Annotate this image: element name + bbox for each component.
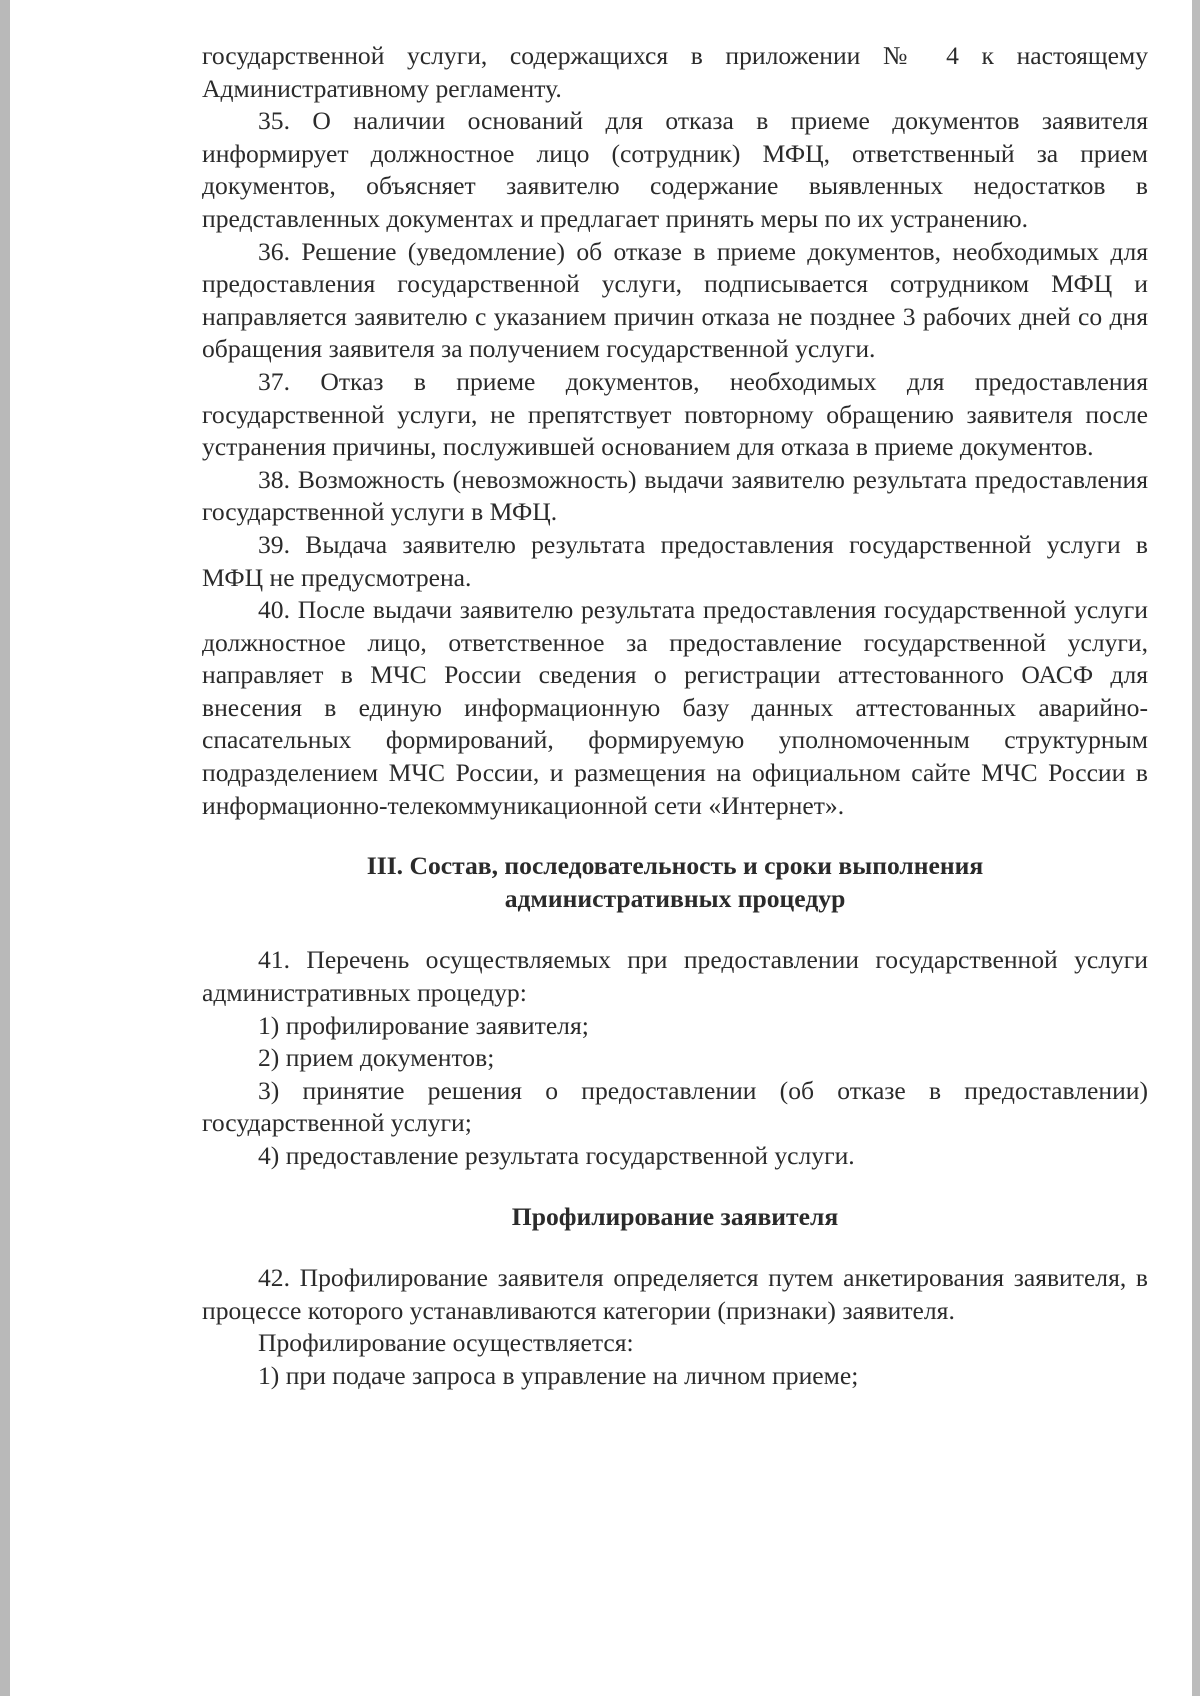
paragraph-continuation: государственной услуги, содержащихся в приложении № 4 к настоящему Административному регламенту. — [202, 41, 1148, 103]
section-3-heading-line-2: административных процедур — [504, 883, 846, 913]
subsection-heading: Профилирование заявителя — [511, 1201, 839, 1231]
profiling-item-1: 1) при подаче запроса в управление на личном приеме; — [258, 1360, 859, 1390]
list-item-2: 2) прием документов; — [258, 1043, 495, 1073]
left-page-edge — [0, 0, 10, 1696]
paragraph-40: 40. После выдачи заявителю результата предоставления государственной услуги должностное лицо, ответственное за предоставление государственной услуги, направляет в МЧС России сведения о регистрации аттестованного ОАСФ для внесения в единую информационную базу данных аттестованных аварийно-спасательных формирований, формируемую уполномоченным структурным подразделением МЧС России, и размещения на официальном сайте МЧС России в информационно-телекоммуникационной сети «Интернет». — [202, 595, 1148, 820]
section-3-heading-line-1: III. Состав, последовательность и сроки выполнения — [366, 851, 984, 881]
paragraph-41: 41. Перечень осуществляемых при предоставлении государственной услуги административных процедур: — [202, 945, 1148, 1008]
list-item-3: 3) принятие решения о предоставлении (об отказе в предоставлении) государственной услуги; — [202, 1075, 1148, 1138]
paragraph-38: 38. Возможность (невозможность) выдачи заявителю результата предоставления государственной услуги в МФЦ. — [202, 464, 1148, 527]
document-body — [202, 40, 1148, 1393]
paragraph-37: 37. Отказ в приеме документов, необходимых для предоставления государственной услуги, не препятствует повторному обращению заявителя после устранения причины, послужившей основанием для отказа в приеме документов. — [202, 366, 1148, 462]
document-page — [10, 0, 1192, 1696]
paragraph-35: 35. О наличии оснований для отказа в приеме документов заявителя информирует должностное лицо (сотрудник) МФЦ, ответственный за прием документов, объясняет заявителю содержание выявленных недостатков в представленных документах и предлагает принять меры по их устранению. — [202, 106, 1148, 233]
list-item-4: 4) предоставление результата государственной услуги. — [258, 1141, 855, 1170]
right-page-edge — [1192, 0, 1200, 1696]
paragraph-42: 42. Профилирование заявителя определяется путем анкетирования заявителя, в процессе которого устанавливаются категории (признаки) заявителя. — [202, 1263, 1148, 1325]
profiling-intro: Профилирование осуществляется: — [258, 1328, 634, 1358]
section-3-heading — [202, 850, 1148, 915]
paragraph-39: 39. Выдача заявителю результата предоставления государственной услуги в МФЦ не предусмотрена. — [202, 529, 1148, 592]
list-item-1: 1) профилирование заявителя; — [258, 1010, 589, 1040]
paragraph-36: 36. Решение (уведомление) об отказе в приеме документов, необходимых для предоставления государственной услуги, подписывается сотрудником МФЦ и направляется заявителю с указанием причин отказа не позднее 3 рабочих дней со дня обращения заявителя за получением государственной услуги. — [202, 236, 1148, 364]
